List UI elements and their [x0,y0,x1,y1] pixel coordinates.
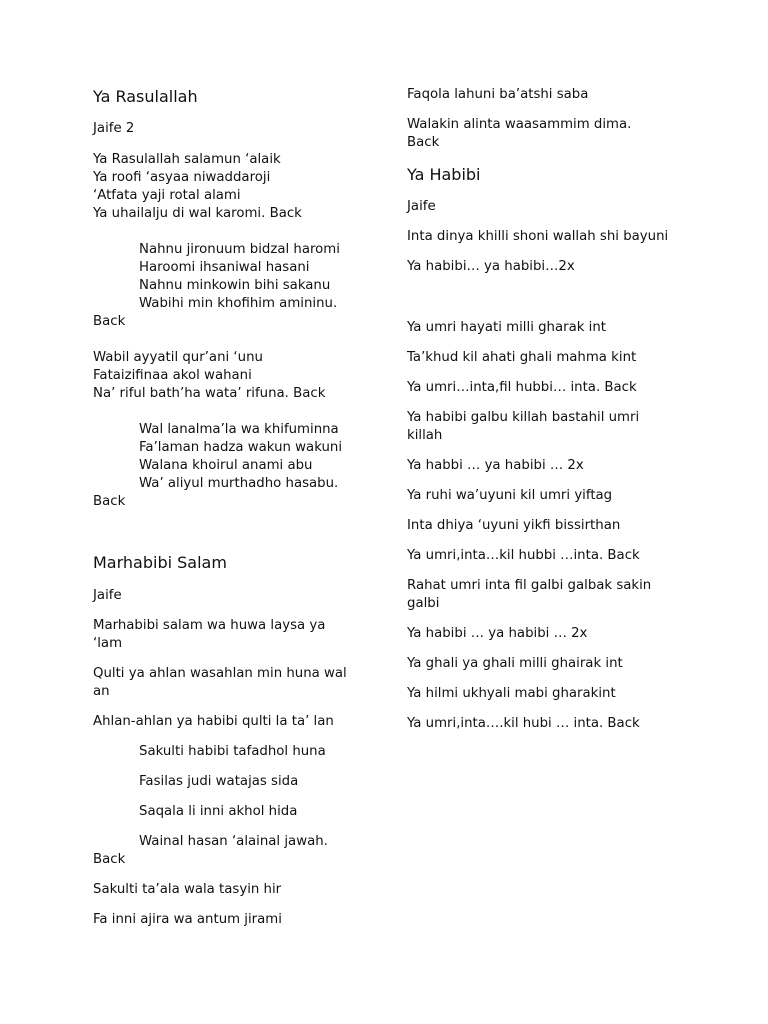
lyric-line: Qulti ya ahlan wasahlan min huna wal an [93,666,347,699]
lyric-line: Ya umri,inta…kil hubbi …inta. Back [407,548,640,563]
lyric-line: Ta’khud kil ahati ghali mahma kint [407,350,637,365]
song-key: Jaife [93,588,122,603]
lyric-line: Ya umri…inta,fil hubbi… inta. Back [407,380,637,395]
lyric-line: Ya roofi ‘asyaa niwaddaroji [93,170,271,185]
lyric-line: Rahat umri inta fil galbi galbak sakin galbi [407,578,652,611]
lyric-line: Inta dhiya ‘uyuni yikfi bissirthan [407,518,621,533]
lyric-line: Nahnu minkowin bihi sakanu [139,278,331,293]
lyric-line: Sakulti habibi tafadhol huna [139,744,326,759]
lyric-line: Ya ruhi wa’uyuni kil umri yiftag [407,488,613,503]
back-marker: Back [93,852,126,867]
lyric-line: Ya uhailalju di wal karomi. Back [93,206,302,221]
lyric-line: Fasilas judi watajas sida [139,774,299,789]
right-column [407,86,682,733]
lyric-line: ‘Atfata yaji rotal alami [93,188,241,203]
song-title-ya-rasulallah: Ya Rasulallah [93,87,198,106]
lyric-line: Walakin alinta waasammim dima. Back [407,117,632,150]
verse-2 [93,349,368,403]
song-key: Jaife 2 [93,121,135,136]
lyric-line: Nahnu jironuum bidzal haromi [139,242,340,257]
lyric-line: Ya umri hayati milli gharak int [407,320,607,335]
lyric-line: Fa’laman hadza wakun wakuni [139,440,343,455]
lyric-line: Sakulti ta’ala wala tasyin hir [93,882,282,897]
lyric-line: Ahlan-ahlan ya habibi qulti la ta’ lan [93,714,334,729]
lyric-line: Wainal hasan ‘alainal jawah. [139,834,328,849]
lyric-line: Ya hilmi ukhyali mabi gharakint [407,686,616,701]
chorus-2 [93,421,368,493]
lyric-line: Wal lanalma’la wa khifuminna [139,422,339,437]
verse-1 [93,151,368,223]
lyric-line: Ya Rasulallah salamun ‘alaik [93,152,281,167]
lyric-line: Inta dinya khilli shoni wallah shi bayuni [407,229,669,244]
lyric-line: Fa inni ajira wa antum jirami [93,912,282,927]
song-title-ya-habibi: Ya Habibi [407,165,481,184]
back-marker: Back [93,314,126,329]
lyric-line: Saqala li inni akhol hida [139,804,298,819]
lyric-line: Walana khoirul anami abu [139,458,313,473]
lyric-line: Ya habibi galbu killah bastahil umri killah [407,410,640,443]
lyric-line: Na’ riful bath’ha wata’ rifuna. Back [93,386,326,401]
lyric-line: Ya habibi … ya habibi … 2x [407,626,588,641]
lyric-line: Wa’ aliyul murthadho hasabu. [139,476,339,491]
lyric-line: Faqola lahuni ba’atshi saba [407,87,589,102]
lyric-line: Ya umri,inta….kil hubi … inta. Back [407,716,640,731]
lyric-line: Wabil ayyatil qur’ani ‘unu [93,350,263,365]
song-key: Jaife [407,199,436,214]
back-marker: Back [93,494,126,509]
lyric-line: Ya habbi … ya habibi … 2x [407,458,584,473]
left-column [93,86,368,929]
song-title-marhabibi-salam: Marhabibi Salam [93,553,227,572]
lyric-line: Ya habibi… ya habibi…2x [407,259,575,274]
lyric-line: Ya ghali ya ghali milli ghairak int [407,656,623,671]
lyric-line: Marhabibi salam wa huwa laysa ya ‘lam [93,618,326,651]
lyric-line: Haroomi ihsaniwal hasani [139,260,310,275]
lyric-line: Wabihi min khofihim amininu. [139,296,338,311]
lyric-line: Fataizifinaa akol wahani [93,368,252,383]
chorus-1 [93,241,368,313]
